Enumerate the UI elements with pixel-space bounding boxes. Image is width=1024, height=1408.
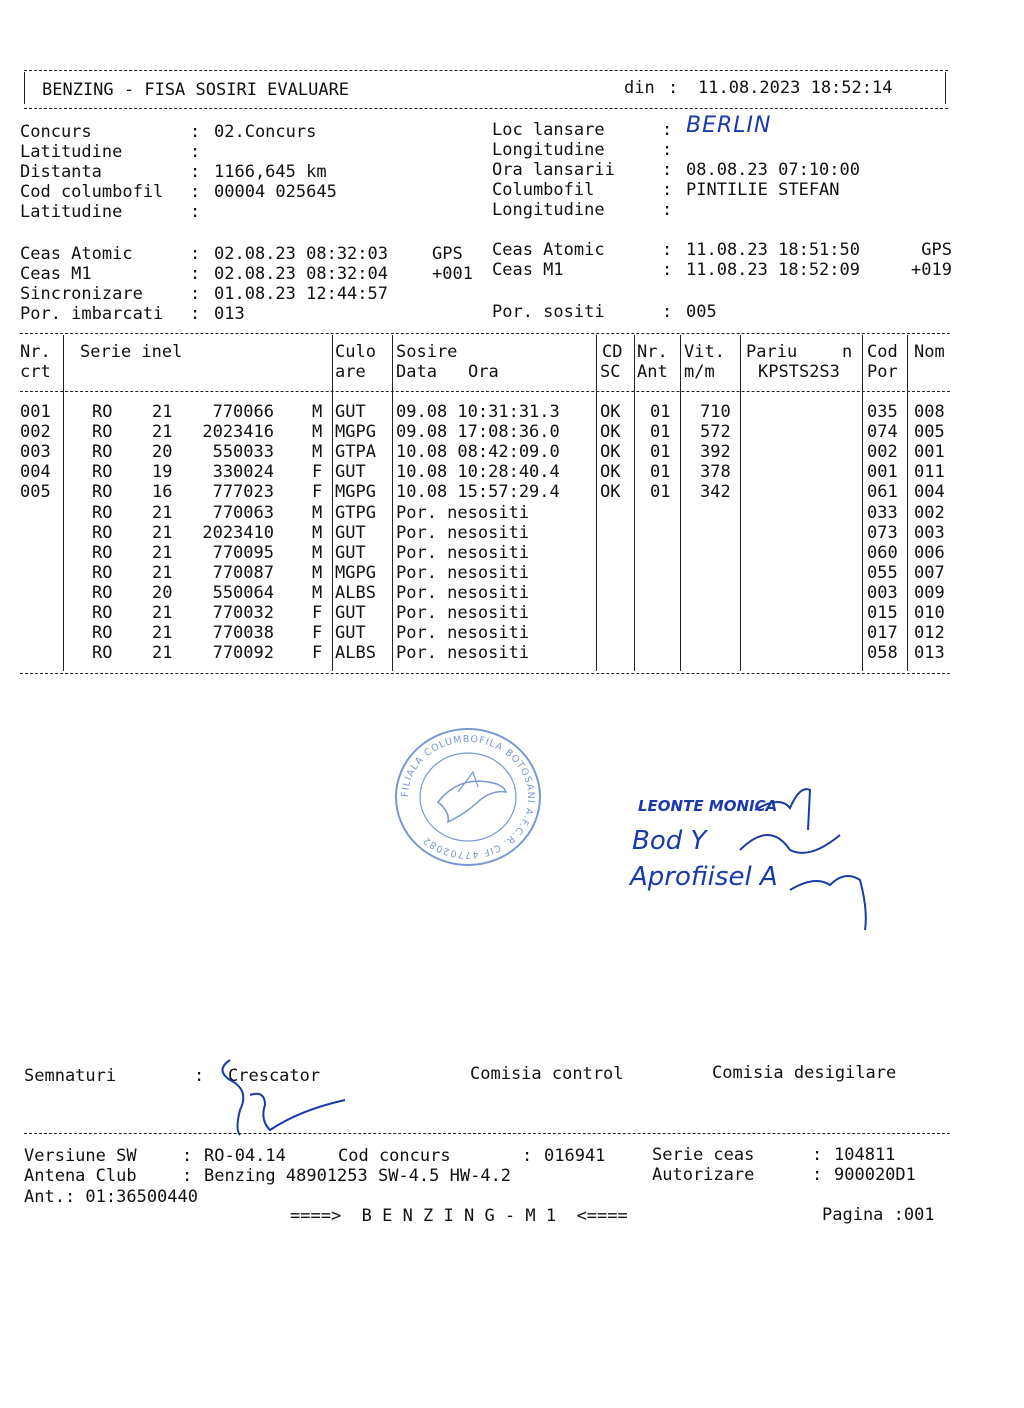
row-inel: 770032 bbox=[212, 603, 274, 623]
row-cod: 058 bbox=[867, 643, 898, 664]
row-sex: F bbox=[312, 482, 323, 503]
row-nom: 008 bbox=[914, 402, 945, 422]
row-inel: 770038 bbox=[212, 623, 274, 644]
ant-line: Ant.: 01:36500440 bbox=[24, 1187, 198, 1207]
row-ant: 01 bbox=[650, 402, 671, 422]
row-ant: 01 bbox=[650, 422, 671, 443]
antena-label: Antena Club bbox=[24, 1166, 137, 1186]
row-inel: 777023 bbox=[212, 482, 274, 503]
row-cod: 074 bbox=[867, 422, 898, 443]
row-sex: M bbox=[312, 502, 323, 523]
header-ora: Ora bbox=[468, 362, 499, 382]
table-column-separator bbox=[634, 335, 635, 671]
info-colon: : bbox=[662, 200, 673, 220]
header-sosire: Sosire bbox=[396, 342, 458, 362]
row-cod: 035 bbox=[867, 402, 898, 422]
row-inel: 770095 bbox=[212, 542, 274, 563]
info-colon: : bbox=[662, 160, 673, 180]
cod-concurs-label: Cod concurs bbox=[338, 1146, 451, 1166]
row-cod: 060 bbox=[867, 542, 898, 563]
row-nr: 003 bbox=[20, 442, 51, 463]
info-colon: : bbox=[190, 142, 201, 162]
header-mm: m/m bbox=[684, 362, 715, 382]
crescator-signature-icon bbox=[210, 1050, 370, 1140]
row-cod: 003 bbox=[867, 582, 898, 603]
clock-colon: : bbox=[662, 302, 673, 322]
row-ant: 01 bbox=[650, 482, 671, 503]
cod-concurs-colon: : bbox=[522, 1146, 533, 1166]
table-rule bbox=[20, 673, 950, 674]
info-label: Latitudine bbox=[20, 202, 123, 222]
header-data: Data bbox=[396, 362, 437, 382]
header-crt: crt bbox=[20, 362, 51, 382]
row-cd: OK bbox=[600, 402, 621, 422]
clock-value: 11.08.23 18:52:09 bbox=[686, 260, 860, 280]
table-rule bbox=[20, 333, 950, 334]
row-culoare: MGPG bbox=[335, 422, 376, 443]
versiune-value: RO-04.14 bbox=[204, 1146, 286, 1166]
row-ant: 01 bbox=[650, 462, 671, 483]
row-inel: 770066 bbox=[212, 402, 274, 422]
crescator-label: Crescator bbox=[228, 1066, 321, 1086]
row-nom: 013 bbox=[914, 643, 945, 664]
row-nr: 002 bbox=[20, 422, 51, 443]
din-value: 11.08.2023 18:52:14 bbox=[698, 78, 893, 98]
clock-value: 013 bbox=[214, 304, 245, 324]
row-culoare: GTPG bbox=[335, 502, 376, 523]
stamp-text: FILIALA COLUMBOFILA BOTOSANI A.F.C.R. CIF 47702082 bbox=[399, 733, 537, 861]
row-tara: RO bbox=[92, 623, 113, 644]
info-value: 08.08.23 07:10:00 bbox=[686, 160, 860, 180]
row-vit: 342 bbox=[700, 482, 731, 503]
row-nom: 011 bbox=[914, 462, 945, 483]
row-an: 21 bbox=[152, 643, 173, 664]
semnaturi-label: Semnaturi bbox=[24, 1066, 117, 1086]
header-por: Por bbox=[867, 362, 898, 382]
row-nom: 009 bbox=[914, 582, 945, 603]
antena-colon: : bbox=[182, 1166, 193, 1186]
row-an: 21 bbox=[152, 422, 173, 443]
header-top-rule bbox=[24, 70, 948, 71]
row-vit: 378 bbox=[700, 462, 731, 483]
row-sex: M bbox=[312, 582, 323, 603]
row-culoare: GUT bbox=[335, 542, 366, 563]
row-tara: RO bbox=[92, 422, 113, 443]
info-label: Columbofil bbox=[492, 180, 595, 200]
header-nom: Nom bbox=[914, 342, 945, 362]
row-sosire: Por. nesositi bbox=[396, 502, 530, 523]
row-sosire: Por. nesositi bbox=[396, 623, 530, 644]
clock-label: Ceas M1 bbox=[492, 260, 564, 280]
clock-extra: +019 bbox=[911, 260, 952, 280]
row-sosire: 10.08 08:42:09.0 bbox=[396, 442, 560, 463]
row-nom: 007 bbox=[914, 562, 945, 583]
header-are: are bbox=[335, 362, 366, 382]
info-label: Longitudine bbox=[492, 140, 605, 160]
din-label: din bbox=[624, 78, 655, 98]
row-nom: 001 bbox=[914, 442, 945, 463]
row-tara: RO bbox=[92, 462, 113, 483]
row-culoare: MGPG bbox=[335, 482, 376, 503]
row-an: 16 bbox=[152, 482, 173, 503]
info-label: Latitudine bbox=[20, 142, 123, 162]
row-sosire: Por. nesositi bbox=[396, 542, 530, 563]
row-cd: OK bbox=[600, 482, 621, 503]
info-colon: : bbox=[190, 182, 201, 202]
row-sex: F bbox=[312, 603, 323, 623]
info-colon: : bbox=[190, 202, 201, 222]
row-sosire: Por. nesositi bbox=[396, 643, 530, 664]
info-label: Ora lansarii bbox=[492, 160, 615, 180]
row-an: 21 bbox=[152, 562, 173, 583]
row-sosire: 09.08 10:31:31.3 bbox=[396, 402, 560, 422]
loc-lansare-handwritten: BERLIN bbox=[686, 113, 772, 138]
row-an: 21 bbox=[152, 502, 173, 523]
row-vit: 572 bbox=[700, 422, 731, 443]
info-colon: : bbox=[662, 180, 673, 200]
row-cod: 055 bbox=[867, 562, 898, 583]
info-value: 00004 025645 bbox=[214, 182, 337, 202]
row-culoare: ALBS bbox=[335, 582, 376, 603]
row-inel: 2023416 bbox=[202, 422, 274, 443]
row-cd: OK bbox=[600, 462, 621, 483]
info-colon: : bbox=[662, 140, 673, 160]
row-cod: 017 bbox=[867, 623, 898, 644]
clock-label: Por. sositi bbox=[492, 302, 605, 322]
row-cod: 001 bbox=[867, 462, 898, 483]
serie-ceas-label: Serie ceas bbox=[652, 1145, 755, 1165]
header-cd: CD bbox=[602, 342, 623, 362]
semnaturi-colon: : bbox=[194, 1066, 205, 1086]
row-sex: M bbox=[312, 522, 323, 543]
clock-value: 02.08.23 08:32:04 bbox=[214, 264, 388, 284]
row-tara: RO bbox=[92, 542, 113, 563]
header-kpsts: KPSTS2S3 bbox=[758, 362, 840, 382]
row-nom: 004 bbox=[914, 482, 945, 503]
serie-ceas-colon: : bbox=[812, 1145, 823, 1165]
clock-colon: : bbox=[190, 284, 201, 304]
header-nr: Nr. bbox=[20, 342, 51, 362]
info-colon: : bbox=[662, 120, 673, 140]
header-pariu-n: n bbox=[842, 342, 853, 362]
table-column-separator bbox=[596, 335, 597, 671]
row-vit: 392 bbox=[700, 442, 731, 463]
clock-colon: : bbox=[190, 244, 201, 264]
clock-value: 02.08.23 08:32:03 bbox=[214, 244, 388, 264]
versiune-label: Versiune SW bbox=[24, 1146, 137, 1166]
info-value: PINTILIE STEFAN bbox=[686, 180, 840, 200]
signature-line-3: Aprofiisel A bbox=[630, 862, 778, 892]
comisia-control-label: Comisia control bbox=[470, 1064, 624, 1084]
info-colon: : bbox=[190, 122, 201, 142]
table-column-separator bbox=[392, 335, 393, 671]
clock-extra: GPS bbox=[432, 244, 463, 264]
row-inel: 770063 bbox=[212, 502, 274, 523]
row-inel: 550064 bbox=[212, 582, 274, 603]
comisia-desigilare-label: Comisia desigilare bbox=[712, 1063, 897, 1083]
header-vit: Vit. bbox=[684, 342, 725, 362]
info-label: Cod columbofil bbox=[20, 182, 164, 202]
club-stamp-icon bbox=[388, 722, 548, 872]
din-colon: : bbox=[668, 78, 679, 98]
row-inel: 330024 bbox=[212, 462, 274, 483]
versiune-colon: : bbox=[182, 1146, 193, 1166]
row-nr: 004 bbox=[20, 462, 51, 483]
clock-label: Ceas M1 bbox=[20, 264, 92, 284]
header-culo: Culo bbox=[335, 342, 376, 362]
row-inel: 2023410 bbox=[202, 522, 274, 543]
row-tara: RO bbox=[92, 522, 113, 543]
row-tara: RO bbox=[92, 582, 113, 603]
row-tara: RO bbox=[92, 502, 113, 523]
row-sex: M bbox=[312, 562, 323, 583]
signature-line-2: Bod Y bbox=[632, 826, 707, 856]
row-ant: 01 bbox=[650, 442, 671, 463]
header-sc: SC bbox=[600, 362, 621, 382]
row-an: 20 bbox=[152, 582, 173, 603]
handwritten-signature-icon bbox=[640, 780, 880, 940]
clock-value: 01.08.23 12:44:57 bbox=[214, 284, 388, 304]
row-an: 20 bbox=[152, 442, 173, 463]
row-nom: 006 bbox=[914, 542, 945, 563]
row-inel: 770092 bbox=[212, 643, 274, 664]
brand-banner: ====> B E N Z I N G - M 1 <==== bbox=[290, 1206, 628, 1226]
autorizare-value: 900020D1 bbox=[834, 1165, 916, 1185]
row-sex: M bbox=[312, 442, 323, 463]
table-column-separator bbox=[63, 335, 64, 671]
row-cd: OK bbox=[600, 442, 621, 463]
cod-concurs-value: 016941 bbox=[544, 1146, 606, 1166]
header-pariu: Pariu bbox=[746, 342, 798, 362]
row-sex: F bbox=[312, 643, 323, 664]
row-sex: F bbox=[312, 623, 323, 644]
row-sosire: 09.08 17:08:36.0 bbox=[396, 422, 560, 443]
row-cod: 073 bbox=[867, 522, 898, 543]
table-column-separator bbox=[862, 335, 863, 671]
row-cod: 015 bbox=[867, 603, 898, 623]
clock-label: Sincronizare bbox=[20, 284, 143, 304]
row-culoare: GUT bbox=[335, 402, 366, 422]
antena-value: Benzing 48901253 SW-4.5 HW-4.2 bbox=[204, 1166, 512, 1186]
pagina-label: Pagina :001 bbox=[822, 1205, 935, 1225]
header-right-border bbox=[945, 72, 946, 104]
clock-label: Por. imbarcati bbox=[20, 304, 164, 324]
row-nr: 005 bbox=[20, 482, 51, 503]
header-nr-ant: Nr. bbox=[637, 342, 668, 362]
row-tara: RO bbox=[92, 482, 113, 503]
row-sex: M bbox=[312, 422, 323, 443]
row-vit: 710 bbox=[700, 402, 731, 422]
row-sosire: 10.08 15:57:29.4 bbox=[396, 482, 560, 503]
row-culoare: GTPA bbox=[335, 442, 376, 463]
row-cod: 002 bbox=[867, 442, 898, 463]
row-cod: 033 bbox=[867, 502, 898, 523]
row-sosire: Por. nesositi bbox=[396, 562, 530, 583]
row-culoare: MGPG bbox=[335, 562, 376, 583]
row-an: 21 bbox=[152, 542, 173, 563]
row-culoare: GUT bbox=[335, 462, 366, 483]
header-serie-inel: Serie inel bbox=[80, 342, 183, 362]
table-column-separator bbox=[740, 335, 741, 671]
row-cd: OK bbox=[600, 422, 621, 443]
table-column-separator bbox=[680, 335, 681, 671]
clock-colon: : bbox=[662, 240, 673, 260]
row-cod: 061 bbox=[867, 482, 898, 503]
row-sex: M bbox=[312, 402, 323, 422]
clock-colon: : bbox=[662, 260, 673, 280]
row-tara: RO bbox=[92, 643, 113, 664]
row-inel: 550033 bbox=[212, 442, 274, 463]
row-culoare: GUT bbox=[335, 522, 366, 543]
row-tara: RO bbox=[92, 442, 113, 463]
row-nom: 012 bbox=[914, 623, 945, 644]
row-sosire: 10.08 10:28:40.4 bbox=[396, 462, 560, 483]
row-tara: RO bbox=[92, 562, 113, 583]
row-an: 21 bbox=[152, 603, 173, 623]
table-column-separator bbox=[907, 335, 908, 671]
clock-colon: : bbox=[190, 304, 201, 324]
row-nom: 005 bbox=[914, 422, 945, 443]
table-column-separator bbox=[332, 335, 333, 671]
row-sosire: Por. nesositi bbox=[396, 582, 530, 603]
document-title: BENZING - FISA SOSIRI EVALUARE bbox=[42, 80, 350, 100]
header-cod: Cod bbox=[867, 342, 898, 362]
footer-rule bbox=[24, 1133, 950, 1134]
signer-name: LEONTE MONICA bbox=[638, 797, 778, 815]
row-an: 21 bbox=[152, 402, 173, 422]
clock-extra: +001 bbox=[432, 264, 473, 284]
row-sex: F bbox=[312, 462, 323, 483]
row-an: 21 bbox=[152, 522, 173, 543]
info-label: Concurs bbox=[20, 122, 92, 142]
row-tara: RO bbox=[92, 603, 113, 623]
serie-ceas-value: 104811 bbox=[834, 1145, 896, 1165]
clock-extra: GPS bbox=[921, 240, 952, 260]
autorizare-label: Autorizare bbox=[652, 1165, 755, 1185]
row-sex: M bbox=[312, 542, 323, 563]
info-value: 1166,645 km bbox=[214, 162, 327, 182]
clock-value: 005 bbox=[686, 302, 717, 322]
row-an: 19 bbox=[152, 462, 173, 483]
autorizare-colon: : bbox=[812, 1165, 823, 1185]
info-label: Loc lansare bbox=[492, 120, 605, 140]
row-culoare: ALBS bbox=[335, 643, 376, 664]
header-left-border bbox=[24, 72, 25, 104]
table-rule bbox=[20, 391, 950, 392]
info-label: Distanta bbox=[20, 162, 102, 182]
info-value: 02.Concurs bbox=[214, 122, 317, 142]
row-inel: 770087 bbox=[212, 562, 274, 583]
info-label: Longitudine bbox=[492, 200, 605, 220]
row-nom: 003 bbox=[914, 522, 945, 543]
row-sosire: Por. nesositi bbox=[396, 522, 530, 543]
clock-label: Ceas Atomic bbox=[20, 244, 133, 264]
clock-value: 11.08.23 18:51:50 bbox=[686, 240, 860, 260]
row-culoare: GUT bbox=[335, 603, 366, 623]
clock-label: Ceas Atomic bbox=[492, 240, 605, 260]
clock-colon: : bbox=[190, 264, 201, 284]
row-nr: 001 bbox=[20, 402, 51, 422]
row-culoare: GUT bbox=[335, 623, 366, 644]
row-nom: 002 bbox=[914, 502, 945, 523]
header-bottom-rule bbox=[24, 108, 948, 109]
row-tara: RO bbox=[92, 402, 113, 422]
row-an: 21 bbox=[152, 623, 173, 644]
header-ant: Ant bbox=[637, 362, 668, 382]
row-nom: 010 bbox=[914, 603, 945, 623]
info-colon: : bbox=[190, 162, 201, 182]
row-sosire: Por. nesositi bbox=[396, 603, 530, 623]
